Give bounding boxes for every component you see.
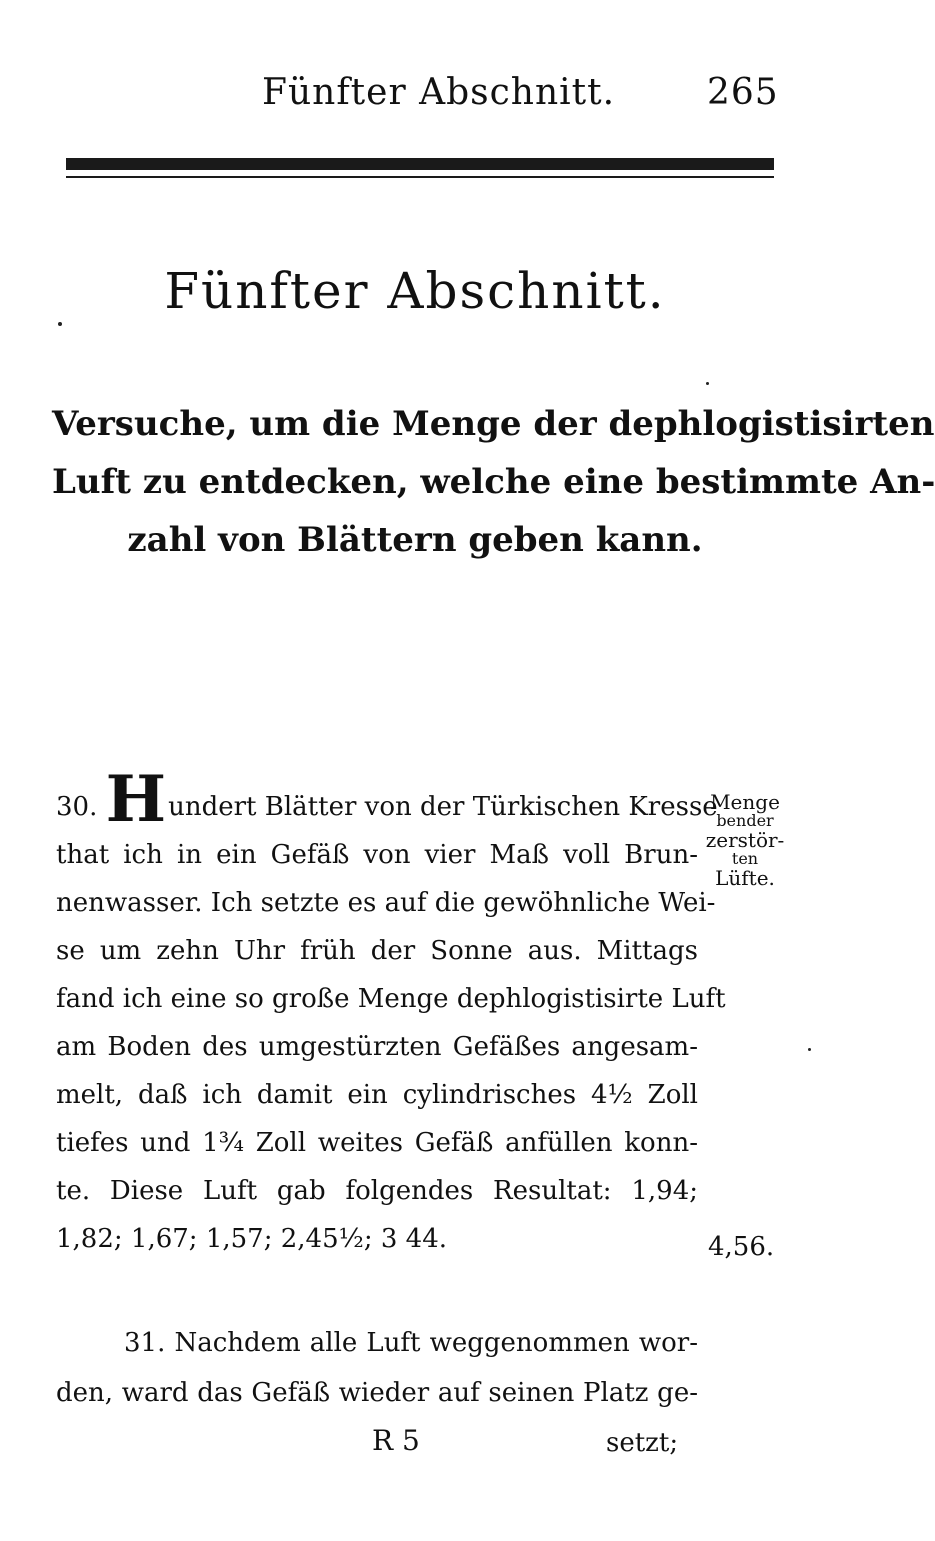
chapter-subheading [52,395,935,569]
running-head [0,72,830,132]
paragraph-line: den, ward das Gefäß wieder auf seinen Platz ge- [56,1378,698,1408]
paragraph-30 [56,762,726,1263]
header-rule-thick [66,158,774,170]
scan-speck [706,382,709,385]
margin-note-line: ten [731,849,759,868]
margin-total: 4,56. [708,1232,775,1262]
margin-note-line: Menge [710,790,780,814]
page-number: 265 [707,72,779,113]
paragraph-line: 31. Nachdem alle Luft weggenommen wor- [124,1328,698,1358]
running-head-title: Fünfter Abschnitt. [262,72,616,113]
margin-note-line: zerstör- [705,828,785,852]
subheading-line: zahl von Blättern geben kann. [127,520,703,560]
header-rule-thin [66,176,774,178]
paragraph-line: te. Diese Luft gab folgendes Resultat: 1,94; [56,1176,698,1206]
margin-note [700,792,790,888]
paragraph-line: nenwasser. Ich setzte es auf die gewöhnliche Wei- [56,888,716,918]
signature-mark: R 5 [372,1424,420,1457]
paragraph-line [56,762,718,837]
paragraph-line: am Boden des umgestürzten Gefäßes angesam- [56,1032,698,1062]
margin-note-line: Lüfte. [715,866,775,890]
subheading-line: Versuche, um die Menge der dephlogistisirten [52,404,935,444]
subheading-line: Luft zu entdecken, welche eine bestimmte An- [52,462,935,502]
drop-cap: H [105,762,167,837]
paragraph-line: tiefes und 1¾ Zoll weites Gefäß anfüllen konn- [56,1128,698,1158]
paragraph-31 [56,1318,698,1418]
margin-note-line: bender [716,811,774,830]
paragraph-line: se um zehn Uhr früh der Sonne aus. Mittags [56,936,698,966]
paragraph-line: melt, daß ich damit ein cylindrisches 4½ Zoll [56,1080,698,1110]
catchword: setzt; [606,1428,679,1458]
chapter-title: Fünfter Abschnitt. [164,262,666,320]
scan-speck [808,1048,811,1051]
paragraph-line: that ich in ein Gefäß von vier Maß voll Brun- [56,840,698,870]
paragraph-line-text: undert Blätter von der Türkischen Kresse [168,792,718,822]
paragraph-line: fand ich eine so große Menge dephlogistisirte Luft [56,984,726,1014]
paragraph-line: 1,82; 1,67; 1,57; 2,45½; 3 44. [56,1224,448,1254]
paragraph-number: 30. [56,792,98,822]
scan-speck [58,322,62,326]
